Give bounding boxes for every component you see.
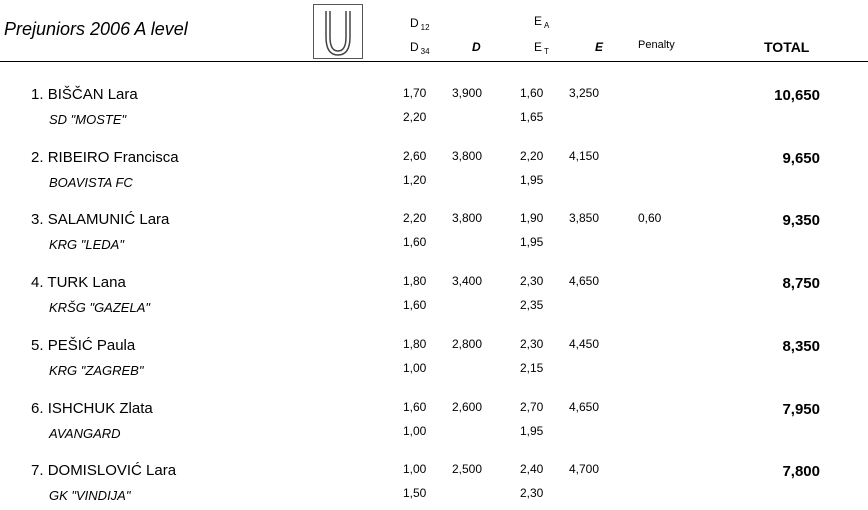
total-value: 9,650 <box>782 150 820 167</box>
total-header: TOTAL <box>764 39 810 55</box>
d34-value: 1,50 <box>403 486 427 500</box>
e-value: 4,450 <box>569 337 600 351</box>
athlete-club: GK "VINDIJA" <box>49 488 131 503</box>
total-value: 10,650 <box>774 87 820 104</box>
d34-value: 1,00 <box>403 424 427 438</box>
ea-value: 1,60 <box>520 86 544 100</box>
athlete-club: AVANGARD <box>49 426 121 441</box>
d-header: D <box>472 40 481 54</box>
et-value: 1,95 <box>520 424 544 438</box>
e-header: E <box>595 40 604 54</box>
total-value: 7,800 <box>782 463 820 480</box>
e-value: 4,650 <box>569 274 600 288</box>
d-value: 3,400 <box>452 274 483 288</box>
athlete-name: 7. DOMISLOVIĆ Lara <box>31 462 177 479</box>
d12-value: 2,60 <box>403 149 427 163</box>
d34-value: 1,60 <box>403 298 427 312</box>
ea-value: 2,40 <box>520 462 544 476</box>
d-value: 3,800 <box>452 211 483 225</box>
penalty-header: Penalty <box>638 39 675 51</box>
athlete-name: 5. PEŠIĆ Paula <box>31 337 136 354</box>
athlete-club: KRG "LEDA" <box>49 237 124 252</box>
d12-value: 1,80 <box>403 274 427 288</box>
ea-value: 2,20 <box>520 149 544 163</box>
e-value: 4,150 <box>569 149 600 163</box>
ea-value: 2,30 <box>520 337 544 351</box>
d12-value: 1,70 <box>403 86 427 100</box>
total-value: 7,950 <box>782 401 820 418</box>
d12-value: 1,00 <box>403 462 427 476</box>
d-value: 2,600 <box>452 400 483 414</box>
athlete-name: 4. TURK Lana <box>31 274 126 291</box>
d34-header: D $_{34}$ <box>410 40 430 56</box>
et-value: 2,15 <box>520 361 544 375</box>
athlete-name: 6. ISHCHUK Zlata <box>31 400 153 417</box>
page-title: Prejuniors 2006 A level <box>4 19 188 39</box>
penalty-value: 0,60 <box>638 211 662 225</box>
ea-header: E $_A$ <box>534 14 550 30</box>
e-value: 3,250 <box>569 86 600 100</box>
d34-value: 2,20 <box>403 110 427 124</box>
d34-value: 1,20 <box>403 173 427 187</box>
athlete-club: SD "MOSTE" <box>49 112 127 127</box>
d-value: 3,900 <box>452 86 483 100</box>
et-value: 1,95 <box>520 173 544 187</box>
ea-value: 2,30 <box>520 274 544 288</box>
athlete-name: 1. BIŠČAN Lara <box>31 86 138 103</box>
total-value: 9,350 <box>782 212 820 229</box>
d12-value: 1,60 <box>403 400 427 414</box>
d-value: 2,500 <box>452 462 483 476</box>
header-divider <box>0 61 868 62</box>
et-value: 1,95 <box>520 235 544 249</box>
d12-value: 2,20 <box>403 211 427 225</box>
athlete-club: BOAVISTA FC <box>49 175 133 190</box>
athlete-club: KRG "ZAGREB" <box>49 363 144 378</box>
et-value: 1,65 <box>520 110 544 124</box>
d12-value: 1,80 <box>403 337 427 351</box>
et-value: 2,30 <box>520 486 544 500</box>
ea-value: 2,70 <box>520 400 544 414</box>
total-value: 8,750 <box>782 275 820 292</box>
et-value: 2,35 <box>520 298 544 312</box>
u-shape-logo-icon <box>313 4 363 59</box>
athlete-name: 3. SALAMUNIĆ Lara <box>31 211 170 228</box>
total-value: 8,350 <box>782 338 820 355</box>
athlete-club: KRŠG "GAZELA" <box>49 300 150 315</box>
d-value: 2,800 <box>452 337 483 351</box>
athlete-name: 2. RIBEIRO Francisca <box>31 149 179 166</box>
e-value: 4,650 <box>569 400 600 414</box>
ea-value: 1,90 <box>520 211 544 225</box>
d12-header: D $_{12}$ <box>410 16 430 32</box>
e-value: 3,850 <box>569 211 600 225</box>
d34-value: 1,60 <box>403 235 427 249</box>
e-value: 4,700 <box>569 462 600 476</box>
et-header: E $_T$ <box>534 40 549 56</box>
d-value: 3,800 <box>452 149 483 163</box>
d34-value: 1,00 <box>403 361 427 375</box>
